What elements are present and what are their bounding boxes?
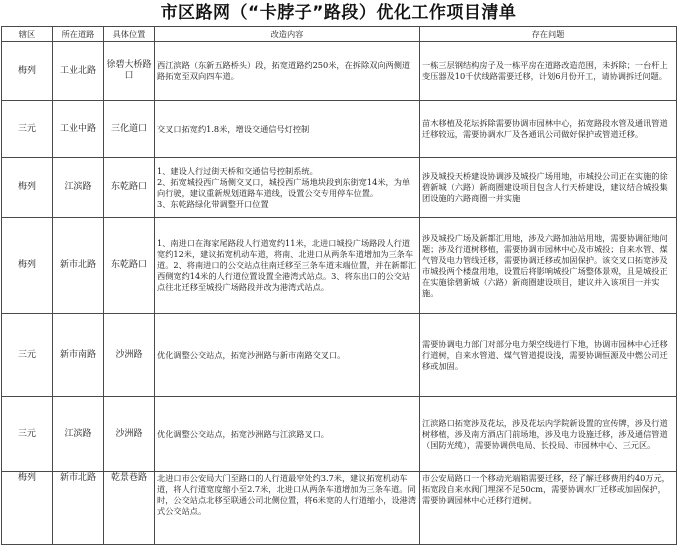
- header-location: 具体位置: [104, 27, 155, 42]
- cell-content: 优化调整公交站点，拓宽沙洲路与新市南路交叉口。: [155, 314, 420, 397]
- cell-location: 东乾路口: [104, 158, 155, 218]
- cell-road: 新市北路: [53, 218, 104, 314]
- cell-district: 三元: [2, 314, 53, 397]
- cell-content: 西江滨路（东新五路桥头）段，拓宽道路约250米，在拆除双向两侧道路拓宽至双向四车道。: [155, 42, 420, 101]
- cell-district: 三元: [2, 397, 53, 472]
- table-row: [2, 218, 677, 314]
- project-table: [1, 26, 677, 545]
- table-header-row: [2, 27, 677, 42]
- cell-location: 徐碧大桥路口: [104, 42, 155, 101]
- cell-content: 1、建设人行过街天桥和交通信号控制系统。 2、拓宽城投西广场侧交叉口，城投西广场地块段到东街宽14米，为单向行驶，建议重新规划道路车道线，设置公交专用停车位置。 3、东乾路绿化带调整开口位置: [155, 158, 420, 218]
- cell-issue: 需要协调电力部门对部分电力架空线进行下地，协调市园林中心迁移行道树，自来水管道、煤气管道提设浅，需要协调恒源及中燃公司迁移或加固。: [420, 314, 677, 397]
- cell-road: 江滨路: [53, 158, 104, 218]
- cell-district: 梅列: [2, 218, 53, 314]
- cell-location: 乾景巷路: [104, 472, 155, 545]
- cell-issue: 苗木移植及花坛拆除需要协调市园林中心，拓宽路段水管及通讯管道迁移较远，需要协调水厂及各通讯公司做好保护或管道迁移。: [420, 101, 677, 158]
- cell-district: 梅列: [2, 158, 53, 218]
- header-issue: 存在问题: [420, 27, 677, 42]
- cell-issue: 一栋三层钢结构房子及一栋平房在道路改造范围，未拆除；一台杆上变压器及10千伏线路需要迁移，计划6月份开工，请协调拆迁问题。: [420, 42, 677, 101]
- table-row: [2, 158, 677, 218]
- cell-content: 优化调整公交站点，拓宽沙洲路与江滨路叉口。: [155, 397, 420, 472]
- table-row: [2, 101, 677, 158]
- cell-location: 沙洲路: [104, 397, 155, 472]
- cell-location: 东乾路口: [104, 218, 155, 314]
- cell-location: 沙洲路: [104, 314, 155, 397]
- cell-issue: 市公安局路口一个移动光端箱需要迁移，经了解迁移费用约40万元，拓宽段自来水阀门埋深不足50cm，需要协调水厂迁移或加固保护，需要协调园林中心迁移行道树。: [420, 472, 677, 545]
- header-road: 所在道路: [53, 27, 104, 42]
- cell-road: 新市北路: [53, 472, 104, 545]
- table-row: [2, 314, 677, 397]
- cell-content: 北进口市公安局大门至路口的人行道最窄处约3.7米，建议拓宽机动车道，将人行道宽度缩小至2.7米，北进口从两条车道增加为三条车道。同时，公交站点北移至联通公司北侧位置，将6米宽的人行道缩小，设港湾式公交站点。: [155, 472, 420, 545]
- cell-road: 工业北路: [53, 42, 104, 101]
- cell-district: 三元: [2, 101, 53, 158]
- cell-road: 新市南路: [53, 314, 104, 397]
- header-content: 改造内容: [155, 27, 420, 42]
- document-title: 市区路网（“卡脖子”路段）优化工作项目清单: [160, 3, 517, 23]
- cell-content: 交叉口拓宽约1.8米，增设交通信号灯控制: [155, 101, 420, 158]
- cell-road: 江滨路: [53, 397, 104, 472]
- cell-district: 梅列: [2, 42, 53, 101]
- header-district: 辖区: [2, 27, 53, 42]
- cell-district: 梅列: [2, 472, 53, 545]
- cell-content: 1、南进口在海家尾路段人行道宽约11米，北进口城投广场路段人行道宽约12米，建议拓宽机动车道，将南、北进口从两条车道增加为三条车道。2、将南进口的公交站点往南迁移至三条车道末端位置，并在新都汇西侧宽约14米的人行道位置设置全港湾式站点。3、将东出口的公交站点往北迁移至城投广场路段并改为港湾式站点。: [155, 218, 420, 314]
- table-row: [2, 472, 677, 545]
- table-row: [2, 42, 677, 101]
- cell-road: 工业中路: [53, 101, 104, 158]
- cell-location: 三化道口: [104, 101, 155, 158]
- table-row: [2, 397, 677, 472]
- cell-issue: 涉及城投广场及新都汇用地，涉及六路加油站用地，需要协调征地问题；涉及行道树移植，需要协调市园林中心及市城投；自来水管、煤气管及电力管线迁移，需要协调迁移或加固保护。该交叉口拓宽涉及市城投两个楼盘用地，设置后将影响城投广场整体景观，且是城投正在实施徐碧新城（六路）新商圈建设项目，建议并入该项目一并实施。: [420, 218, 677, 314]
- cell-issue: 涉及城投天桥建设协调涉及城投广场用地，市城投公司正在实施的徐碧新城（六路）新商圈建设项目包含人行天桥建设，建议结合城投集团设施的六路商圈一并实施: [420, 158, 677, 218]
- cell-issue: 江滨路口拓宽涉及花坛，涉及花坛内学院新设置的宣传牌，涉及行道树移植，涉及南方酒店门前场地，涉及电力设施迁移，涉及通信管道（国防光缆），需要协调供电局、长投局、市园林中心、三元区。: [420, 397, 677, 472]
